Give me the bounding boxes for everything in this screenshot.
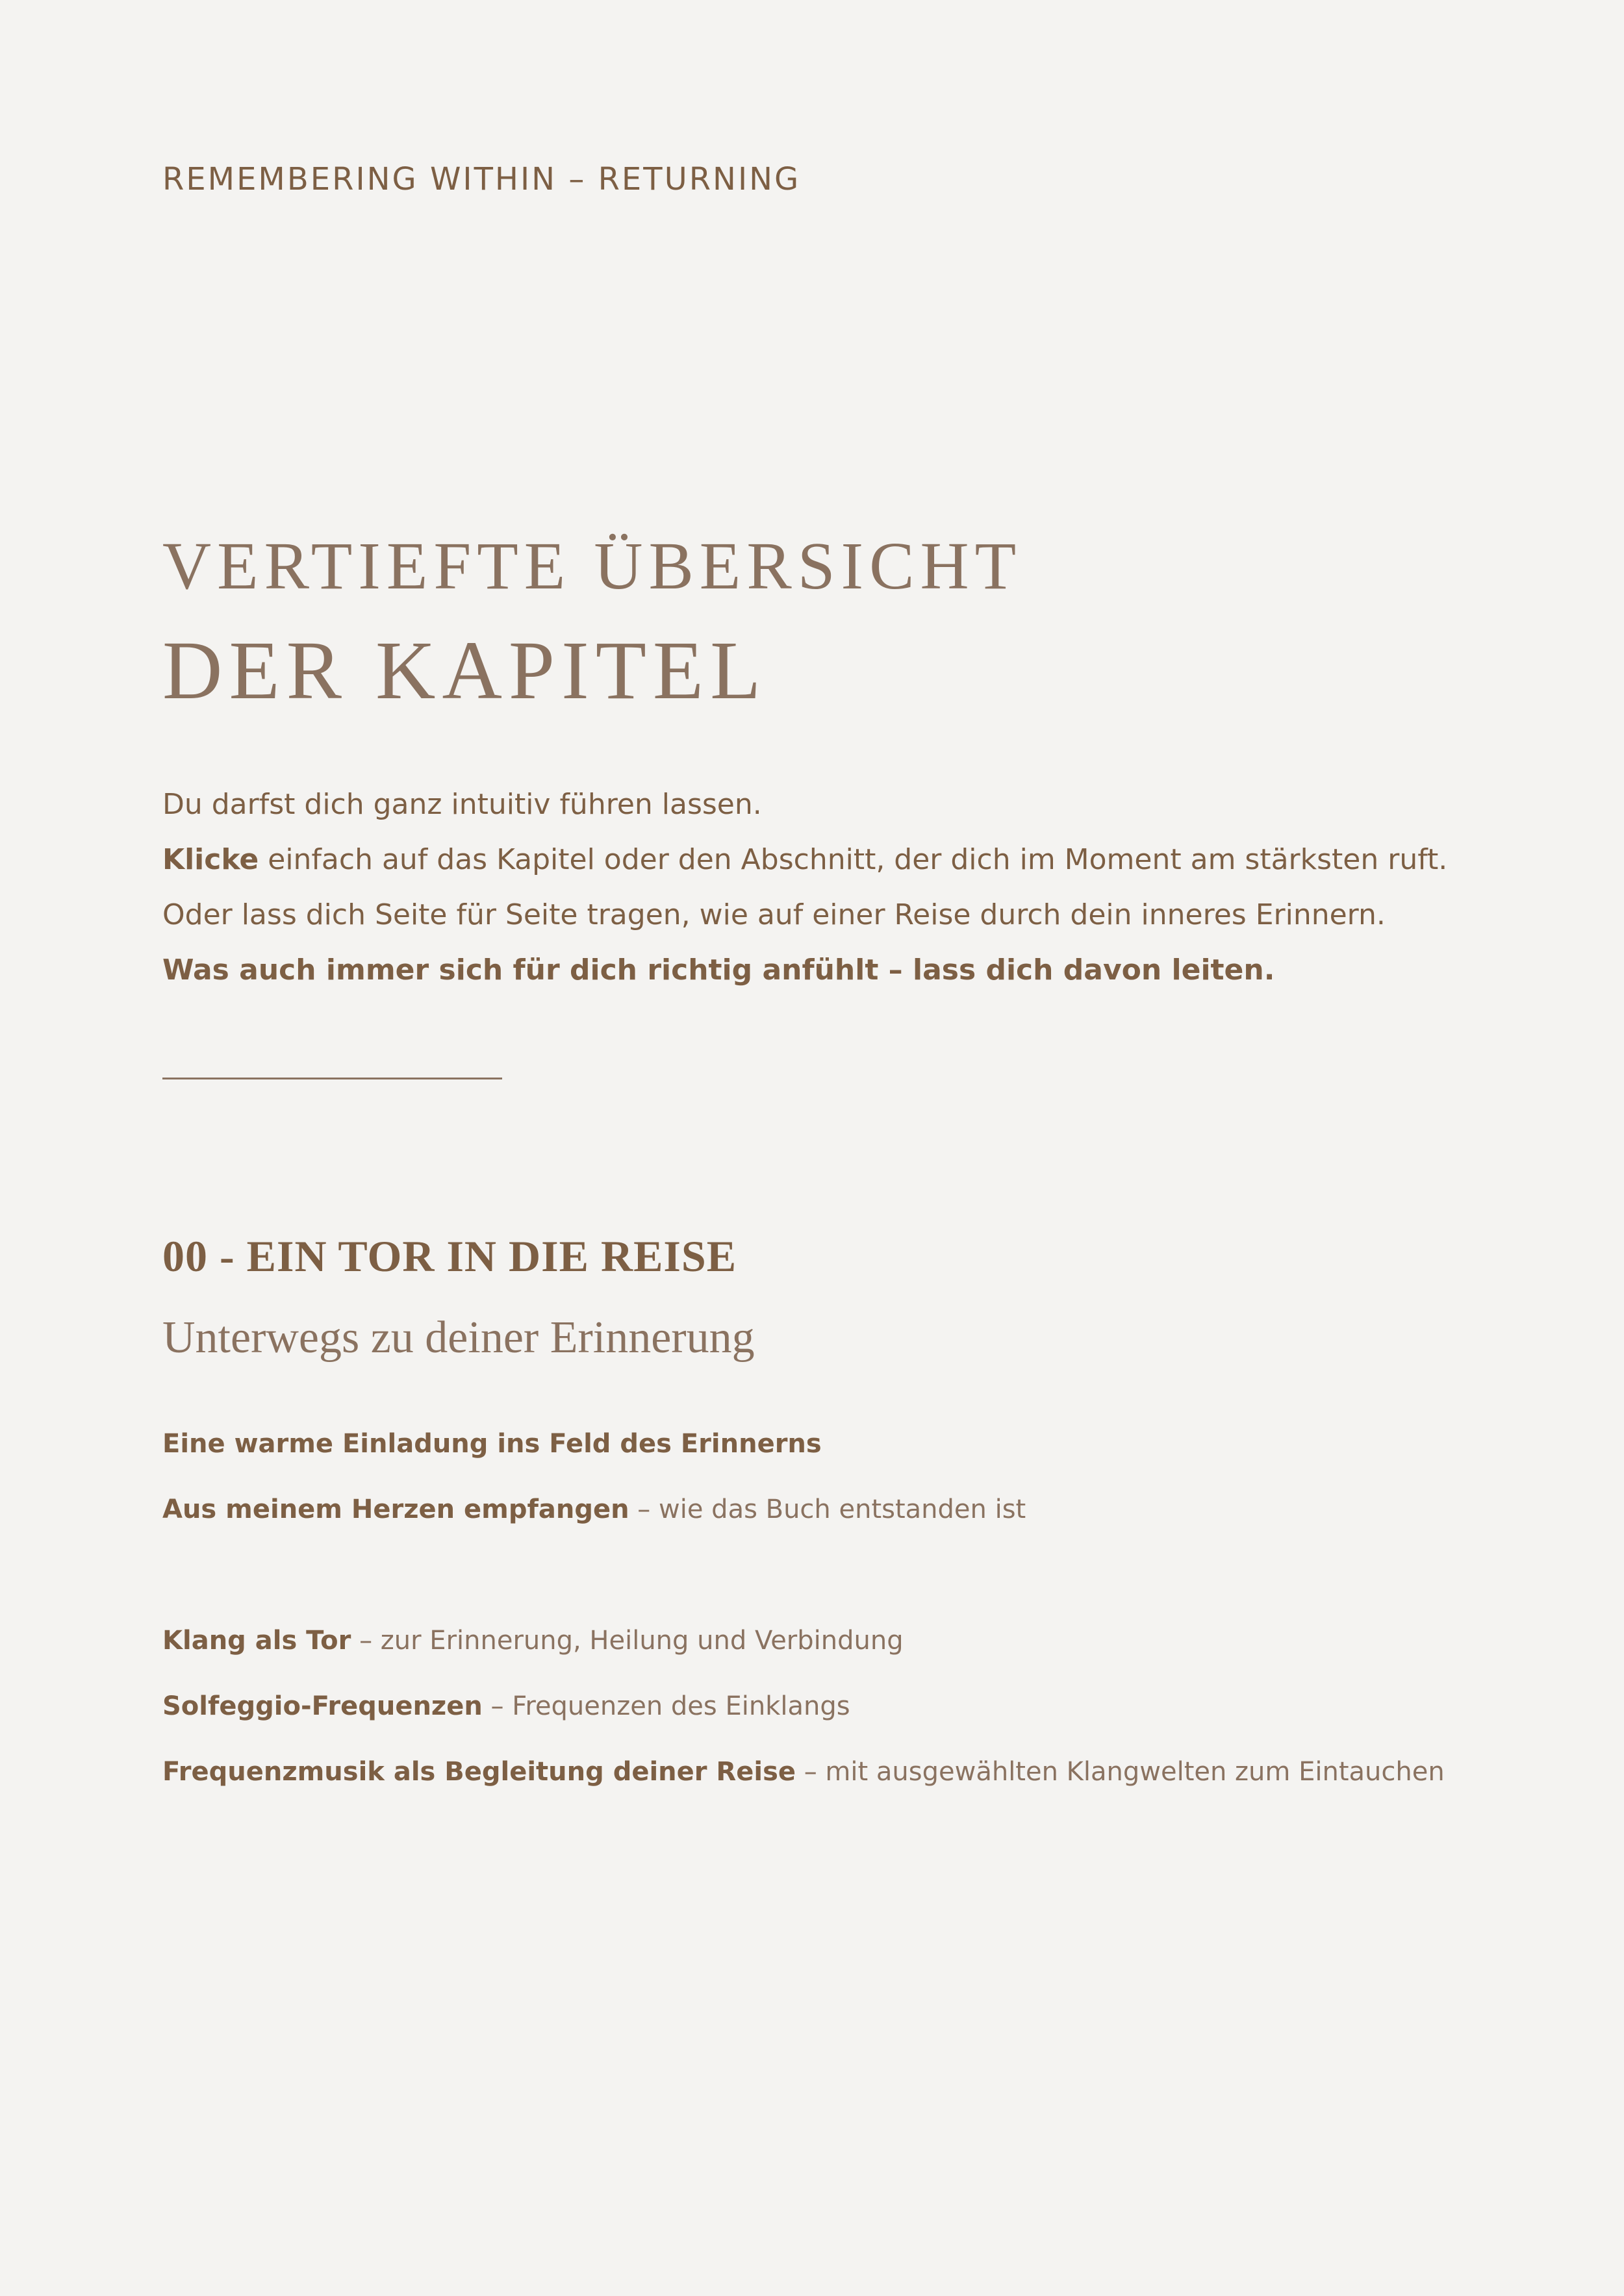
toc-item-title: Aus meinem Herzen empfangen bbox=[162, 1495, 629, 1524]
toc-item-title: Frequenzmusik als Begleitung deiner Reise bbox=[162, 1757, 796, 1787]
intro-line-1: Du darfst dich ganz intuitiv führen lassen. bbox=[162, 788, 762, 821]
toc-item-title: Eine warme Einladung ins Feld des Erinnerns bbox=[162, 1429, 822, 1459]
page-title-line-1: VERTIEFTE ÜBERSICHT bbox=[162, 529, 1022, 603]
toc-item-description: – Frequenzen des Einklangs bbox=[482, 1691, 850, 1721]
toc-item-description: – zur Erinnerung, Heilung und Verbindung bbox=[351, 1626, 904, 1656]
toc-item-einladung[interactable] bbox=[162, 1429, 822, 1459]
running-header: REMEMBERING WITHIN – RETURNING bbox=[162, 161, 801, 197]
toc-item-solfeggio[interactable] bbox=[162, 1691, 850, 1721]
toc-item-klang[interactable] bbox=[162, 1626, 904, 1656]
page-title bbox=[162, 529, 1022, 716]
intro-emphasis-guidance: Was auch immer sich für dich richtig anfühlt – lass dich davon leiten. bbox=[162, 953, 1275, 987]
section-divider bbox=[162, 1078, 502, 1079]
intro-emphasis-click: Klicke bbox=[162, 843, 259, 876]
toc-item-herzen[interactable] bbox=[162, 1495, 1026, 1524]
chapter-subtitle: Unterwegs zu deiner Erinnerung bbox=[162, 1313, 755, 1363]
toc-item-frequenzmusik[interactable] bbox=[162, 1757, 1445, 1787]
chapter-title-link[interactable]: 00 - EIN TOR IN DIE REISE bbox=[162, 1231, 737, 1281]
intro-line-2-text: einfach auf das Kapitel oder den Abschnitt, der dich im Moment am stärksten ruft. bbox=[259, 843, 1448, 876]
intro-line-4 bbox=[162, 946, 1527, 1002]
toc-item-title: Klang als Tor bbox=[162, 1626, 351, 1656]
intro-line-3: Oder lass dich Seite für Seite tragen, wie auf einer Reise durch dein inneres Erinnern. bbox=[162, 898, 1386, 931]
page-title-line-2: DER KAPITEL bbox=[162, 624, 768, 716]
intro-line-2 bbox=[162, 836, 1527, 891]
toc-item-title: Solfeggio-Frequenzen bbox=[162, 1691, 483, 1721]
toc-item-description: – mit ausgewählten Klangwelten zum Eintauchen bbox=[796, 1757, 1445, 1787]
toc-item-description: – wie das Buch entstanden ist bbox=[629, 1495, 1026, 1524]
intro-paragraph bbox=[162, 781, 1527, 1002]
